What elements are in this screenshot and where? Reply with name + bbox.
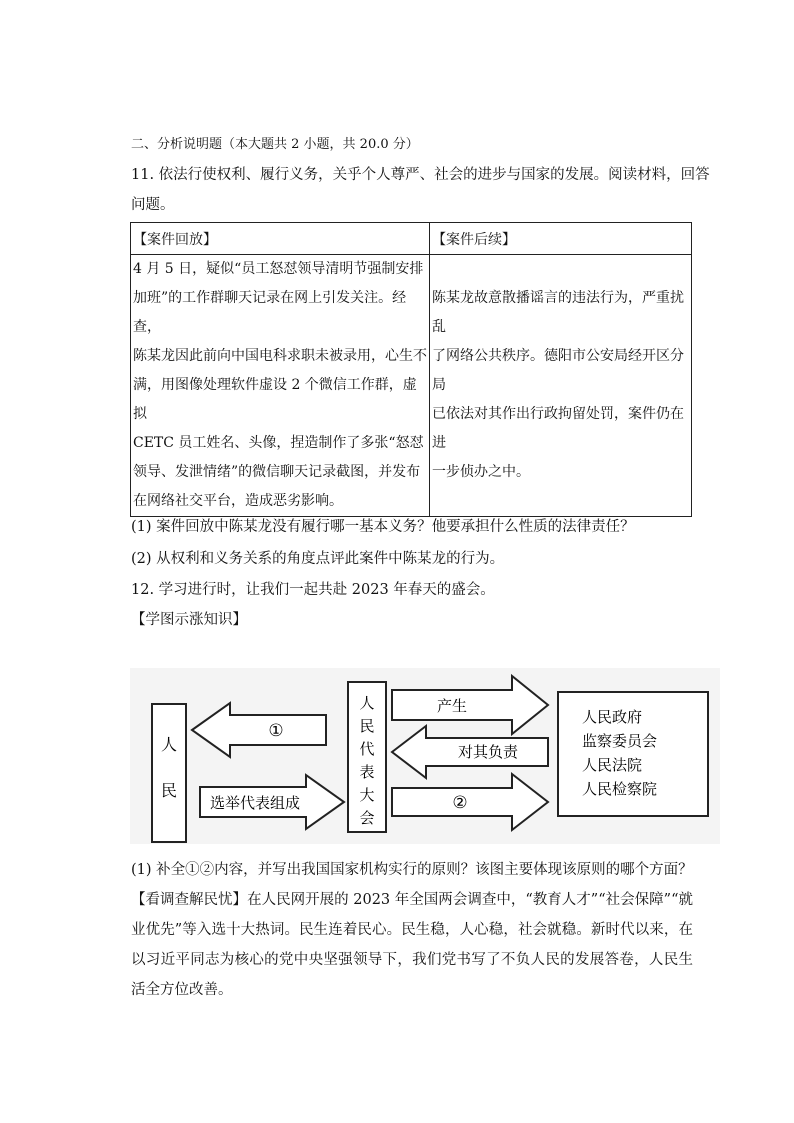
congress-char: 大: [359, 786, 375, 804]
case-followup-header: 【案件后续】: [430, 223, 692, 255]
organ-item: 人民法院: [582, 756, 643, 774]
case-review-line: 陈某龙因此前向中国电科求职未被录用，心生不: [133, 348, 427, 364]
case-followup-line: 了网络公共秩序。德阳市公安局经开区分局: [432, 348, 684, 393]
congress-char: 人: [359, 694, 375, 712]
people-box: [152, 704, 186, 842]
question-11-stem: 11. 依法行使权利、履行义务，关乎个人尊严、社会的进步与国家的发展。阅读材料，回答: [131, 167, 710, 183]
case-review-line: CETC 员工姓名、头像，捏造制作了多张“怒怼: [133, 435, 424, 451]
case-review-line: 在网络社交平台，造成恶劣影响。: [133, 493, 343, 509]
case-followup-text: [430, 255, 692, 517]
people-char: 人: [160, 735, 178, 754]
survey-label: 【看调查解民忧】: [131, 892, 248, 908]
case-review-line: 加班”的工作群聊天记录在网上引发关注。经查，: [133, 290, 407, 335]
question-12-sub-1: (1) 补全①②内容，并写出我国国家机构实行的原则？该图主要体现该原则的哪个方面？: [131, 862, 693, 878]
case-table: [130, 222, 692, 517]
case-followup-line: 已依法对其作出行政拘留处罚，案件仍在进: [432, 406, 684, 451]
arrow-produce-label: 产生: [436, 697, 468, 715]
case-review-line: 满，用图像处理软件虚设 2 个微信工作群，虚拟: [133, 377, 417, 422]
study-label: 【学图示涨知识】: [131, 612, 247, 628]
arrow-elect-label: 选举代表组成: [209, 794, 301, 812]
question-11-stem-cont: 问题。: [131, 197, 175, 213]
congress-char: 代: [359, 740, 375, 758]
arrow-2-label: ②: [452, 793, 468, 813]
question-11-sub-2: (2) 从权利和义务关系的角度点评此案件中陈某龙的行为。: [131, 551, 505, 567]
organ-item: 人民检察院: [582, 780, 658, 798]
organ-item: 监察委员会: [582, 732, 658, 750]
case-review-text: [131, 255, 430, 517]
congress-char: 表: [359, 763, 375, 781]
case-review-line: 4 月 5 日，疑似“员工怒怼领导清明节强制安排: [133, 261, 424, 277]
case-followup-line: 陈某龙故意散播谣言的违法行为，严重扰乱: [432, 290, 684, 335]
case-followup-line: 一步侦办之中。: [432, 464, 530, 480]
arrow-1-label: ①: [268, 721, 284, 741]
question-11-sub-1: (1) 案件回放中陈某龙没有履行哪一基本义务？他要承担什么性质的法律责任？: [131, 519, 635, 535]
congress-char: 会: [359, 809, 375, 827]
question-12-stem: 12. 学习进行时，让我们一起共赴 2023 年春天的盛会。: [131, 582, 495, 598]
survey-paragraph: [131, 885, 693, 1005]
people-char: 民: [160, 781, 178, 800]
arrow-responsible-label: 对其负责: [457, 743, 519, 761]
case-review-header: 【案件回放】: [131, 223, 430, 255]
state-organs-diagram: [130, 668, 720, 844]
case-review-line: 领导、发泄情绪”的微信聊天记录截图，并发布: [133, 464, 421, 480]
survey-text: 在人民网开展的 2023 年全国两会调查中，“教育人才”“社会保障”“就业优先”等入选十大热词。民生连着民心。民生稳，人心稳，社会就稳。新时代以来，在以习近平同志为核心的党中央坚强领导下，我们党书写了不负人民的发展答卷，人民生活全方位改善。: [131, 892, 694, 998]
section-title: 二、分析说明题（本大题共 2 小题，共 20.0 分）: [131, 137, 419, 152]
organ-item: 人民政府: [582, 708, 643, 726]
congress-char: 民: [359, 717, 375, 735]
